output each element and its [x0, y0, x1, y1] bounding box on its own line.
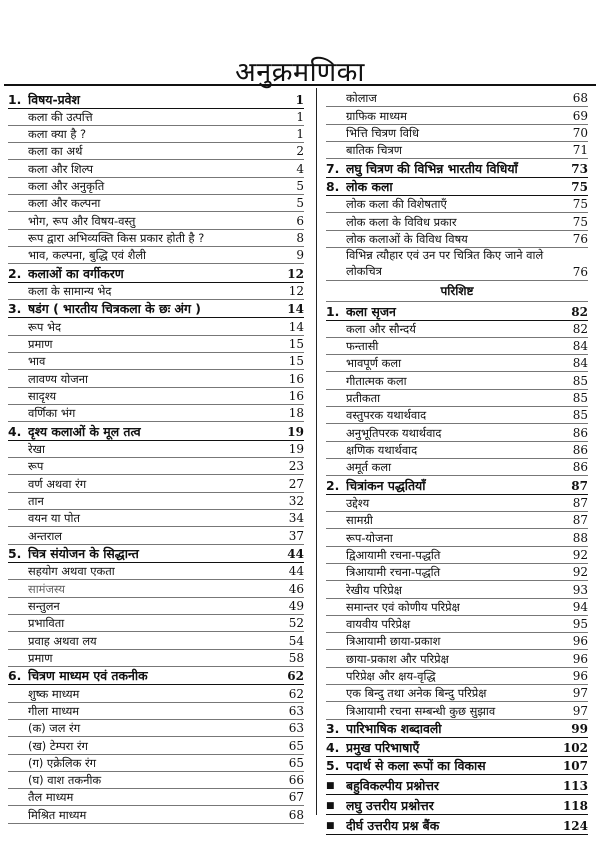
toc-page-number: 73: [571, 161, 588, 176]
toc-page-number: 1: [296, 127, 304, 142]
toc-page-number: 14: [287, 302, 304, 317]
toc-chapter[interactable]: [326, 738, 588, 757]
toc-appendix-item[interactable]: [326, 795, 588, 815]
chapter-number: 7.: [326, 160, 340, 176]
toc-subtopic[interactable]: [8, 806, 304, 823]
toc-page-number: 14: [288, 319, 304, 334]
toc-page-number: 75: [572, 197, 588, 212]
toc-subtopic[interactable]: [326, 702, 588, 719]
toc-subtopic[interactable]: [8, 475, 304, 492]
toc-page-number: 2: [296, 144, 304, 159]
toc-page-number: 95: [572, 617, 588, 632]
toc-subtopic[interactable]: [326, 599, 588, 616]
toc-entry-title: लोक कला: [346, 179, 393, 195]
toc-page-number: 68: [288, 807, 304, 822]
toc-subtopic[interactable]: [326, 564, 588, 581]
toc-left-column: [8, 90, 304, 824]
toc-chapter[interactable]: [8, 90, 304, 109]
toc-subtopic[interactable]: [326, 529, 588, 546]
toc-entry-title: कला और शिल्प: [28, 161, 94, 176]
toc-entry-title: कला का अर्थ: [28, 144, 83, 159]
toc-entry-title: छाया-प्रकाश और परिप्रेक्ष: [346, 651, 449, 666]
toc-page-number: 66: [288, 773, 304, 788]
toc-subtopic[interactable]: [326, 90, 588, 107]
toc-subtopic[interactable]: [8, 178, 304, 195]
toc-subtopic[interactable]: [8, 283, 304, 300]
toc-page-number: 96: [572, 634, 588, 649]
column-divider: [316, 88, 317, 815]
toc-subtopic[interactable]: [8, 247, 304, 264]
toc-subtopic[interactable]: [326, 321, 588, 338]
page-title: अनुक्रमणिका: [235, 57, 365, 88]
toc-subtopic[interactable]: [8, 441, 304, 458]
toc-entry-title: चित्रण माध्यम एवं तकनीक: [28, 668, 148, 684]
toc-entry-title: अमूर्त कला: [346, 460, 392, 475]
toc-entry-title: प्रमाण: [28, 650, 53, 665]
toc-subtopic[interactable]: [8, 650, 304, 667]
toc-subtopic[interactable]: [326, 407, 588, 424]
toc-page-number: 52: [288, 616, 304, 631]
toc-entry-title: सामग्री: [346, 513, 373, 528]
toc-entry-title: पदार्थ से कला रूपों का विकास: [346, 758, 486, 774]
toc-entry-title: भित्ति चित्रण विधि: [346, 125, 419, 140]
toc-subtopic[interactable]: [8, 212, 304, 229]
toc-subtopic[interactable]: [8, 405, 304, 422]
toc-subtopic[interactable]: [326, 581, 588, 598]
toc-page-number: 1: [295, 92, 304, 107]
toc-entry-title: त्रिआयामी रचना-पद्धति: [346, 565, 441, 580]
toc-page-number: 76: [572, 265, 588, 280]
toc-page-number: 113: [562, 779, 588, 794]
toc-page-number: 87: [572, 496, 588, 511]
chapter-number: 1.: [326, 303, 340, 319]
toc-entry-title: कला और सौन्दर्य: [346, 321, 416, 336]
toc-page-number: 5: [296, 196, 304, 211]
toc-entry-title: प्रतीकता: [346, 391, 381, 406]
toc-subtopic[interactable]: [8, 353, 304, 370]
toc-entry-title: लावण्य योजना: [28, 371, 88, 386]
toc-entry-title: मिश्रित माध्यम: [28, 807, 87, 822]
toc-page-number: 87: [572, 513, 588, 528]
toc-page-number: 27: [288, 476, 304, 491]
toc-page-number: 9: [296, 248, 304, 263]
toc-subtopic[interactable]: [326, 213, 588, 230]
toc-subtopic[interactable]: [326, 547, 588, 564]
toc-entry-title: कला की उत्पत्ति: [28, 109, 93, 124]
toc-entry-title: चित्रांकन पद्धतियाँ: [346, 477, 426, 493]
toc-page-number: 12: [288, 283, 304, 298]
toc-entry-title: क्षणिक यथार्थवाद: [346, 442, 418, 457]
title-rule: [4, 84, 596, 86]
toc-entry-title: प्रवाह अथवा लय: [28, 633, 97, 648]
toc-page-number: 84: [572, 339, 588, 354]
toc-entry-title: प्रमाण: [28, 337, 53, 352]
toc-subtopic[interactable]: [326, 650, 588, 667]
toc-entry-title: वस्तुपरक यथार्थवाद: [346, 408, 427, 423]
toc-subtopic[interactable]: [326, 372, 588, 389]
toc-entry-title: सामंजस्य: [28, 581, 65, 596]
toc-page-number: 16: [288, 388, 304, 403]
toc-entry-title: सन्तुलन: [28, 598, 60, 613]
toc-page-number: 19: [288, 442, 304, 457]
toc-page-number: 63: [288, 721, 304, 736]
toc-page-number: 68: [572, 91, 588, 106]
chapter-number: 8.: [326, 179, 340, 195]
toc-subtopic[interactable]: [8, 737, 304, 754]
toc-entry-title: फन्तासी: [346, 339, 379, 354]
toc-subtopic[interactable]: [326, 248, 588, 281]
toc-entry-title: रेखीय परिप्रेक्ष: [346, 582, 402, 597]
toc-page-number: 23: [288, 459, 304, 474]
toc-page-number: 85: [572, 391, 588, 406]
toc-entry-title: लोक कला की विशेषताएँ: [346, 197, 447, 212]
toc-page-number: 99: [571, 722, 588, 737]
toc-entry-title: (घ) वाश तकनीक: [28, 773, 102, 788]
toc-entry-title: लघु उत्तरीय प्रश्नोत्तर: [346, 798, 434, 814]
toc-entry-title: परिप्रेक्ष और क्षय-वृद्धि: [346, 669, 436, 684]
toc-page-number: 54: [288, 633, 304, 648]
toc-subtopic[interactable]: [326, 338, 588, 355]
toc-entry-title: भोग, रूप और विषय-वस्तु: [28, 213, 136, 228]
toc-entry-title: तान: [28, 493, 44, 508]
square-bullet-icon: ■: [326, 781, 335, 792]
toc-appendix-item[interactable]: [326, 775, 588, 795]
toc-page-number: 6: [296, 213, 304, 228]
toc-entry-title: गीला माध्यम: [28, 703, 80, 718]
toc-page-number: 82: [572, 321, 588, 336]
toc-entry-title: भावपूर्ण कला: [346, 356, 402, 371]
toc-entry-title: कोलाज: [346, 91, 377, 106]
toc-page-number: 15: [288, 354, 304, 369]
toc-entry-title: विभिन्न त्यौहार एवं उन पर चित्रित किए जाने वाले लोकचित्र: [346, 248, 544, 278]
toc-subtopic[interactable]: [326, 196, 588, 213]
toc-chapter[interactable]: [326, 302, 588, 321]
toc-subtopic[interactable]: [8, 772, 304, 789]
toc-entry-title: लोक कला के विविध प्रकार: [346, 214, 457, 229]
toc-page-number: 49: [288, 598, 304, 613]
toc-entry-title: प्रमुख परिभाषाएँ: [346, 739, 420, 755]
toc-page-number: 75: [571, 180, 588, 195]
toc-entry-title: त्रिआयामी छाया-प्रकाश: [346, 634, 441, 649]
toc-entry-title: सहयोग अथवा एकता: [28, 564, 115, 579]
toc-entry-title: त्रिआयामी रचना सम्बन्धी कुछ सुझाव: [346, 703, 496, 718]
toc-page-number: 86: [572, 460, 588, 475]
chapter-number: 5.: [8, 546, 22, 562]
toc-entry-title: (ग) एक्रेलिक रंग: [28, 755, 97, 770]
toc-entry-title: वायवीय परिप्रेक्ष: [346, 617, 411, 632]
toc-subtopic[interactable]: [8, 598, 304, 615]
toc-entry-title: एक बिन्दु तथा अनेक बिन्दु परिप्रेक्ष: [346, 686, 487, 701]
toc-entry-title: वयन या पोत: [28, 511, 80, 526]
chapter-number: 6.: [8, 668, 22, 684]
toc-entry-title: (क) जल रंग: [28, 721, 81, 736]
toc-entry-title: कला के सामान्य भेद: [28, 283, 112, 298]
toc-entry-title: रेखा: [28, 442, 45, 457]
toc-entry-title: तैल माध्यम: [28, 790, 74, 805]
toc-subtopic[interactable]: [8, 527, 304, 544]
toc-entry-title: विषय-प्रवेश: [28, 91, 80, 107]
toc-page-number: 76: [572, 232, 588, 247]
toc-chapter[interactable]: [326, 757, 588, 776]
toc-page-number: 65: [288, 755, 304, 770]
toc-page-number: 63: [288, 703, 304, 718]
toc-page-number: 102: [562, 740, 588, 755]
toc-subtopic[interactable]: [326, 495, 588, 512]
toc-page-number: 85: [572, 373, 588, 388]
toc-subtopic[interactable]: [326, 668, 588, 685]
toc-page-number: 58: [288, 650, 304, 665]
toc-subtopic[interactable]: [326, 442, 588, 459]
toc-page-number: 94: [572, 599, 588, 614]
toc-page-number: 19: [287, 424, 304, 439]
square-bullet-icon: ■: [326, 821, 335, 832]
toc-entry-title: लघु चित्रण की विभिन्न भारतीय विधियाँ: [346, 160, 518, 176]
toc-page-number: 97: [572, 686, 588, 701]
toc-entry-title: अनुभूतिपरक यथार्थवाद: [346, 425, 442, 440]
toc-entry-title: रूप-योजना: [346, 530, 393, 545]
toc-subtopic[interactable]: [8, 720, 304, 737]
toc-subtopic[interactable]: [326, 616, 588, 633]
toc-page-number: 92: [572, 547, 588, 562]
toc-page-number: 46: [288, 581, 304, 596]
toc-chapter[interactable]: [326, 720, 588, 739]
chapter-number: 5.: [326, 758, 340, 774]
toc-entry-title: प्रभाविता: [28, 616, 65, 631]
chapter-number: 1.: [8, 91, 22, 107]
toc-page-number: 8: [296, 230, 304, 245]
toc-subtopic[interactable]: [8, 388, 304, 405]
toc-page-number: 85: [572, 408, 588, 423]
toc-page-number: 65: [288, 738, 304, 753]
toc-page-number: 67: [288, 790, 304, 805]
toc-subtopic[interactable]: [8, 336, 304, 353]
toc-chapter[interactable]: [8, 667, 304, 686]
toc-page-number: 15: [288, 337, 304, 352]
toc-page-number: 34: [288, 511, 304, 526]
toc-page-number: 93: [572, 582, 588, 597]
toc-page-number: 69: [572, 108, 588, 123]
toc-subtopic[interactable]: [8, 632, 304, 649]
toc-page-number: 62: [287, 669, 304, 684]
toc-page-number: 92: [572, 565, 588, 580]
toc-entry-title: कला सृजन: [346, 303, 396, 319]
toc-subtopic[interactable]: [8, 510, 304, 527]
toc-entry-title: कला और अनुकृति: [28, 178, 105, 193]
toc-entry-title: समान्तर एवं कोणीय परिप्रेक्ष: [346, 599, 460, 614]
toc-page-number: 118: [562, 799, 588, 814]
toc-subtopic[interactable]: [8, 126, 304, 143]
toc-subtopic[interactable]: [326, 355, 588, 372]
toc-entry-title: बातिक चित्रण: [346, 143, 402, 158]
toc-subtopic[interactable]: [8, 109, 304, 126]
toc-entry-title: दृश्य कलाओं के मूल तत्व: [28, 423, 141, 439]
toc-subtopic[interactable]: [8, 685, 304, 702]
indent-spacer: [326, 248, 346, 280]
toc-subtopic[interactable]: [8, 789, 304, 806]
toc-entry-title: वर्ण अथवा रंग: [28, 476, 87, 491]
toc-entry-title: रूप भेद: [28, 319, 61, 334]
toc-subtopic[interactable]: [8, 563, 304, 580]
toc-page-number: 96: [572, 669, 588, 684]
toc-page-number: 86: [572, 425, 588, 440]
toc-subtopic[interactable]: [326, 125, 588, 142]
toc-entry-title: रूप द्वारा अभिव्यक्ति किस प्रकार होती है ?: [28, 230, 205, 245]
toc-page-number: 75: [572, 214, 588, 229]
toc-page-number: 70: [572, 125, 588, 140]
toc-page-number: 87: [571, 478, 588, 493]
toc-subtopic[interactable]: [8, 230, 304, 247]
toc-subtopic[interactable]: [8, 318, 304, 335]
toc-page-number: 82: [571, 304, 588, 319]
toc-page-number: 96: [572, 651, 588, 666]
toc-page-number: 44: [287, 547, 304, 562]
toc-entry-title: भाव, कल्पना, बुद्धि एवं शैली: [28, 248, 146, 263]
toc-page-number: 107: [562, 759, 588, 774]
toc-page-number: 84: [572, 356, 588, 371]
toc-chapter[interactable]: [326, 178, 588, 197]
toc-page-number: 62: [288, 686, 304, 701]
toc-entry-title: षडंग ( भारतीय चित्रकला के छः अंग ): [28, 301, 201, 317]
toc-entry-title: वर्णिका भंग: [28, 406, 76, 421]
chapter-number: 2.: [326, 477, 340, 493]
toc-subtopic[interactable]: [8, 195, 304, 212]
toc-chapter[interactable]: [8, 545, 304, 564]
toc-subtopic[interactable]: [326, 390, 588, 407]
toc-page-number: 12: [287, 266, 304, 281]
toc-subtopic[interactable]: [8, 580, 304, 597]
toc-subtopic[interactable]: [8, 615, 304, 632]
toc-page-number: 32: [288, 493, 304, 508]
toc-page-number: 5: [296, 178, 304, 193]
toc-chapter[interactable]: [8, 422, 304, 441]
toc-subtopic[interactable]: [326, 231, 588, 248]
square-bullet-icon: ■: [326, 801, 335, 812]
chapter-number: 4.: [326, 739, 340, 755]
toc-entry-title: (ख) टेम्परा रंग: [28, 738, 88, 753]
toc-entry-title: ग्राफिक माध्यम: [346, 108, 407, 123]
toc-subtopic[interactable]: [326, 633, 588, 650]
toc-subtopic[interactable]: [8, 143, 304, 160]
toc-chapter[interactable]: [8, 300, 304, 319]
toc-page-number: 124: [562, 819, 588, 834]
toc-subtopic[interactable]: [326, 685, 588, 702]
toc-entry-title: कला और कल्पना: [28, 196, 101, 211]
chapter-number: 2.: [8, 265, 22, 281]
toc-subtopic[interactable]: [8, 703, 304, 720]
toc-chapter[interactable]: [326, 159, 588, 178]
toc-right-column: [326, 90, 588, 835]
toc-subtopic[interactable]: [8, 493, 304, 510]
toc-page-number: 1: [296, 109, 304, 124]
toc-entry-title: कला क्या है ?: [28, 127, 87, 142]
toc-entry-title: शुष्क माध्यम: [28, 686, 80, 701]
chapter-number: 3.: [326, 721, 340, 737]
toc-subtopic[interactable]: [326, 424, 588, 441]
toc-subtopic[interactable]: [326, 107, 588, 124]
toc-entry-title: द्विआयामी रचना-पद्धति: [346, 547, 441, 562]
toc-page-number: 4: [296, 161, 304, 176]
chapter-number: 3.: [8, 301, 22, 317]
toc-entry-title: उद्देश्य: [346, 496, 370, 511]
toc-subtopic[interactable]: [8, 160, 304, 177]
toc-entry-title: रूप: [28, 459, 44, 474]
chapter-number: 4.: [8, 423, 22, 439]
toc-entry-title: गीतात्मक कला: [346, 373, 407, 388]
toc-entry-title: चित्र संयोजन के सिद्धान्त: [28, 546, 139, 562]
toc-entry-title: बहुविकल्पीय प्रश्नोत्तर: [346, 778, 439, 794]
toc-entry-title: कलाओं का वर्गीकरण: [28, 265, 124, 281]
toc-page-number: 18: [288, 406, 304, 421]
toc-subtopic[interactable]: [326, 142, 588, 159]
toc-entry-title: अन्तराल: [28, 528, 63, 543]
toc-page-number: 88: [572, 530, 588, 545]
toc-appendix-item[interactable]: [326, 815, 588, 835]
toc-page-number: 86: [572, 442, 588, 457]
toc-subtopic[interactable]: [8, 370, 304, 387]
toc-entry-title: सादृश्य: [28, 388, 57, 403]
toc-entry-title: दीर्घ उत्तरीय प्रश्न बैंक: [346, 818, 440, 834]
toc-page-number: 44: [288, 564, 304, 579]
toc-chapter[interactable]: [8, 264, 304, 283]
toc-subtopic[interactable]: [326, 512, 588, 529]
toc-entry-title: लोक कलाओं के विविध विषय: [346, 232, 468, 247]
toc-subtopic[interactable]: [326, 459, 588, 476]
toc-entry-title: भाव: [28, 354, 46, 369]
appendix-heading: परिशिष्ट: [326, 281, 588, 302]
toc-chapter[interactable]: [326, 476, 588, 495]
toc-subtopic[interactable]: [8, 755, 304, 772]
toc-page-number: 37: [288, 528, 304, 543]
toc-entry-title: पारिभाषिक शब्दावली: [346, 721, 442, 737]
toc-subtopic[interactable]: [8, 458, 304, 475]
toc-page-number: 71: [572, 143, 588, 158]
toc-page-number: 16: [288, 371, 304, 386]
toc-page-number: 97: [572, 703, 588, 718]
